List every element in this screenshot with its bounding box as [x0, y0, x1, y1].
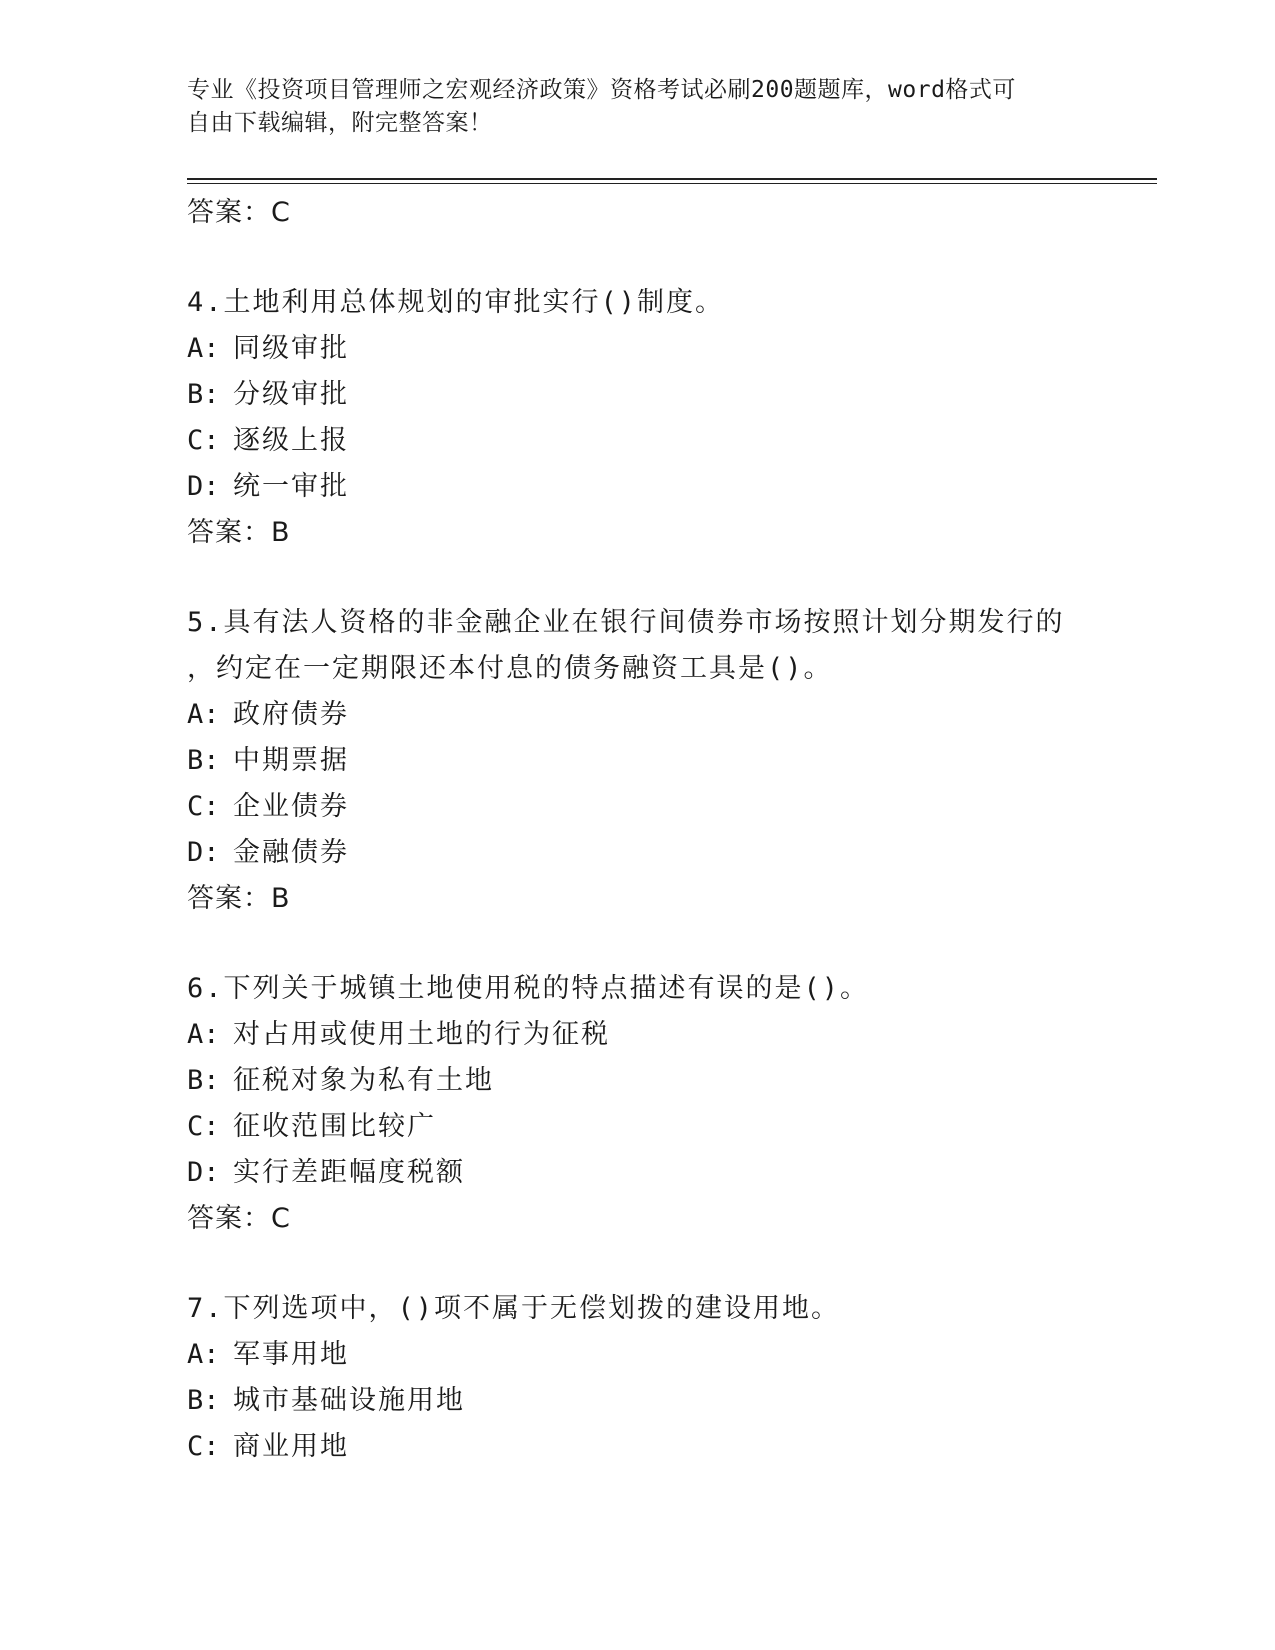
question-block	[187, 280, 1157, 556]
option-text: 对占用或使用土地的行为征税	[233, 1019, 610, 1050]
option-text: 征收范围比较广	[233, 1111, 436, 1142]
answer-option	[187, 1150, 1157, 1196]
question-stem	[187, 1286, 1157, 1332]
question-stem-line: 4.土地利用总体规划的审批实行()制度。	[187, 287, 725, 318]
answer-option	[187, 784, 1157, 830]
question-stem-line: 7.下列选项中，()项不属于无偿划拨的建设用地。	[187, 1293, 841, 1324]
document-header	[187, 74, 1067, 140]
option-text: 实行差距幅度税额	[233, 1157, 465, 1188]
answer-option	[187, 1104, 1157, 1150]
question-stem	[187, 280, 1157, 326]
question-block	[187, 966, 1157, 1242]
answer-option	[187, 326, 1157, 372]
answer-option	[187, 692, 1157, 738]
option-letter: B:	[187, 1385, 220, 1416]
answer-value: B	[271, 517, 291, 548]
answer-label: 答案：	[187, 1203, 271, 1234]
option-text: 同级审批	[233, 333, 349, 364]
header-line-2: 自由下载编辑，附完整答案！	[187, 110, 493, 136]
answer-value: C	[271, 1203, 291, 1234]
option-text: 逐级上报	[233, 425, 349, 456]
header-divider-thin	[187, 183, 1157, 184]
answer-value: B	[271, 883, 291, 914]
option-text: 金融债券	[233, 837, 349, 868]
option-letter: D:	[187, 1157, 220, 1188]
answer-label: 答案：	[187, 517, 271, 548]
answer-label: 答案：	[187, 197, 271, 228]
header-divider-thick	[187, 178, 1157, 180]
answer-option	[187, 1424, 1157, 1470]
question-stem-line: ，约定在一定期限还本付息的债务融资工具是()。	[187, 653, 833, 684]
option-text: 政府债券	[233, 699, 349, 730]
option-letter: A:	[187, 333, 220, 364]
option-text: 城市基础设施用地	[233, 1385, 465, 1416]
option-text: 商业用地	[233, 1431, 349, 1462]
option-letter: B:	[187, 745, 220, 776]
option-letter: C:	[187, 425, 220, 456]
answer-line	[187, 510, 1157, 556]
answer-option	[187, 1332, 1157, 1378]
option-letter: D:	[187, 837, 220, 868]
question-block	[187, 600, 1157, 922]
answer-line	[187, 190, 1157, 236]
answer-value: C	[271, 197, 291, 228]
answer-line	[187, 1196, 1157, 1242]
question-block	[187, 1286, 1157, 1470]
option-text: 军事用地	[233, 1339, 349, 1370]
option-letter: A:	[187, 1019, 220, 1050]
answer-option	[187, 1058, 1157, 1104]
question-stem	[187, 966, 1157, 1012]
option-letter: C:	[187, 1111, 220, 1142]
answer-option	[187, 372, 1157, 418]
answer-line	[187, 876, 1157, 922]
answer-option	[187, 738, 1157, 784]
answer-label: 答案：	[187, 883, 271, 914]
question-stem	[187, 600, 1157, 692]
answer-option	[187, 1012, 1157, 1058]
question-stem-line: 5.具有法人资格的非金融企业在银行间债券市场按照计划分期发行的	[187, 607, 1065, 638]
option-letter: B:	[187, 1065, 220, 1096]
option-text: 分级审批	[233, 379, 349, 410]
option-letter: C:	[187, 791, 220, 822]
answer-option	[187, 418, 1157, 464]
header-line-1: 专业《投资项目管理师之宏观经济政策》资格考试必刷200题题库，word格式可	[187, 77, 1016, 103]
question-list	[187, 190, 1157, 1470]
answer-option	[187, 1378, 1157, 1424]
answer-option	[187, 830, 1157, 876]
option-letter: B:	[187, 379, 220, 410]
question-stem-line: 6.下列关于城镇土地使用税的特点描述有误的是()。	[187, 973, 870, 1004]
option-text: 企业债券	[233, 791, 349, 822]
option-text: 中期票据	[233, 745, 349, 776]
option-letter: A:	[187, 1339, 220, 1370]
option-letter: C:	[187, 1431, 220, 1462]
option-letter: D:	[187, 471, 220, 502]
option-text: 统一审批	[233, 471, 349, 502]
option-letter: A:	[187, 699, 220, 730]
answer-option	[187, 464, 1157, 510]
option-text: 征税对象为私有土地	[233, 1065, 494, 1096]
